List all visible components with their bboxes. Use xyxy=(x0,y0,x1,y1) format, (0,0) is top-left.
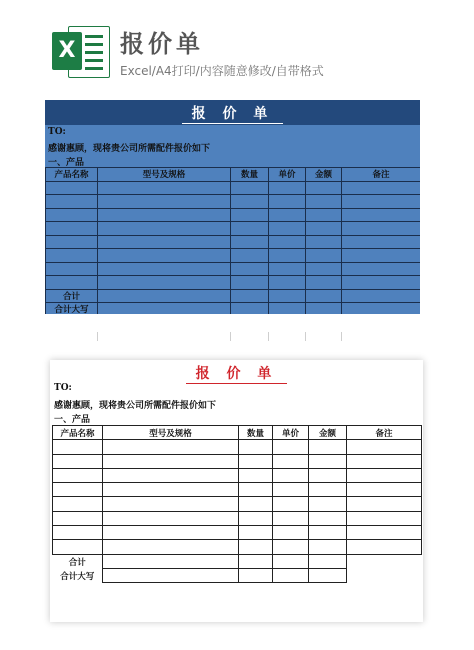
to-label: TO: xyxy=(54,383,72,393)
table-row[interactable] xyxy=(46,208,421,222)
col-header: 产品名称 xyxy=(53,426,103,440)
excel-badge: X xyxy=(52,32,82,70)
table-row[interactable] xyxy=(53,511,422,525)
col-header: 型号及规格 xyxy=(98,168,231,182)
total-row[interactable] xyxy=(53,554,422,568)
total-row[interactable] xyxy=(46,289,421,303)
total-upper-label: 合计大写 xyxy=(46,303,98,315)
page-title: 报价单 xyxy=(120,30,204,58)
col-header: 产品名称 xyxy=(46,168,98,182)
total-upper-label: 合计大写 xyxy=(60,571,95,582)
table-header-row xyxy=(46,168,421,182)
sheet-title: 报 价 单 xyxy=(45,103,420,124)
excel-icon xyxy=(50,22,110,80)
total-label: 合计 xyxy=(46,289,98,303)
thanks-text: 感谢惠顾，现将贵公司所需配件报价如下 xyxy=(54,401,217,411)
table-row[interactable] xyxy=(46,181,421,195)
table-row[interactable] xyxy=(46,195,421,209)
col-header: 金额 xyxy=(309,426,347,440)
col-header: 备注 xyxy=(342,168,421,182)
white-quotation-sheet xyxy=(50,360,423,622)
table-header-row xyxy=(53,426,422,440)
table-row[interactable] xyxy=(53,497,422,511)
to-label: TO: xyxy=(48,127,66,137)
page-subtitle: Excel/A4打印/内容随意修改/自带格式 xyxy=(120,64,324,78)
table-row[interactable] xyxy=(46,262,421,276)
table-row[interactable] xyxy=(53,526,422,540)
col-header: 单价 xyxy=(269,168,306,182)
col-header: 金额 xyxy=(306,168,342,182)
total-upper-row[interactable] xyxy=(46,303,421,315)
table-row[interactable] xyxy=(53,440,422,454)
table-row[interactable] xyxy=(53,540,422,554)
section-label: 一、产品 xyxy=(48,158,85,168)
table-row[interactable] xyxy=(53,483,422,497)
total-upper-row[interactable] xyxy=(53,568,422,582)
thanks-text: 感谢惠顾，现将贵公司所需配件报价如下 xyxy=(48,144,211,154)
sheet-title: 报 价 单 xyxy=(50,363,423,384)
table-row[interactable] xyxy=(53,454,422,468)
col-header: 单价 xyxy=(273,426,309,440)
column-guides xyxy=(45,332,420,342)
table-row[interactable] xyxy=(46,276,421,290)
quote-table xyxy=(52,425,422,583)
table-row[interactable] xyxy=(46,235,421,249)
total-label: 合计 xyxy=(68,557,86,568)
table-row[interactable] xyxy=(46,222,421,236)
blue-quotation-sheet xyxy=(45,100,420,314)
table-row[interactable] xyxy=(46,249,421,263)
quote-table xyxy=(45,167,420,314)
col-header: 数量 xyxy=(231,168,269,182)
table-row[interactable] xyxy=(53,468,422,482)
col-header: 型号及规格 xyxy=(103,426,239,440)
section-label: 一、产品 xyxy=(54,415,91,425)
col-header: 备注 xyxy=(347,426,422,440)
col-header: 数量 xyxy=(239,426,273,440)
